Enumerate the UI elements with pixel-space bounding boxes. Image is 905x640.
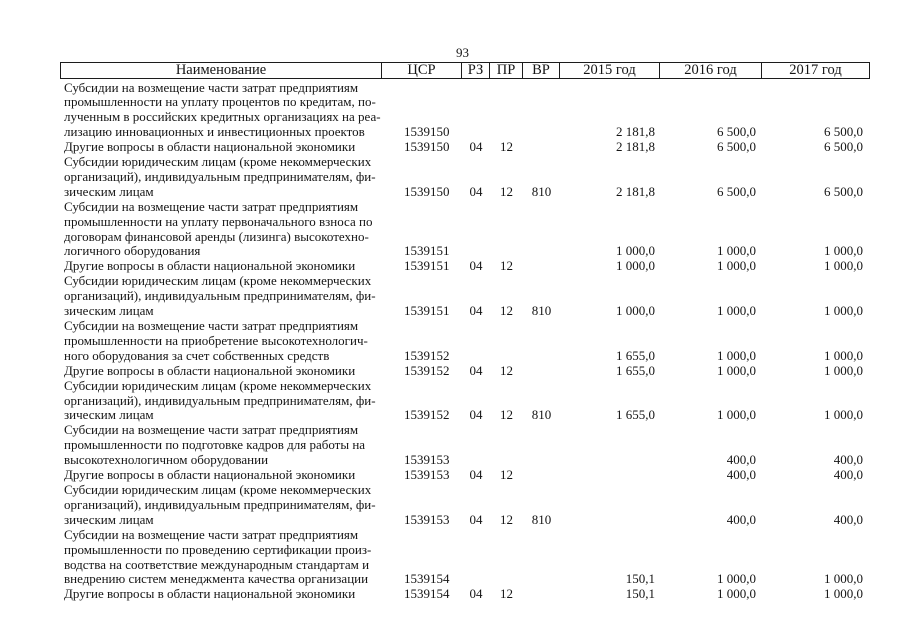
name-line: зическим лицам xyxy=(64,183,154,199)
cell-2015: 2 181,8 xyxy=(616,139,655,155)
table-row xyxy=(60,319,870,364)
name-line: Субсидии на возмещение части затрат предприятиям xyxy=(64,422,359,438)
column-header-2015: 2015 год xyxy=(560,63,660,78)
name-line: Субсидии на возмещение части затрат предприятиям xyxy=(64,526,359,542)
cell-2017: 400,0 xyxy=(833,452,863,468)
cell-name xyxy=(60,379,382,424)
name-line: Субсидии на возмещение части затрат предприятиям xyxy=(64,198,359,214)
cell-name xyxy=(60,274,382,319)
cell-rz: 04 xyxy=(469,586,483,602)
cell-2017: 1 000,0 xyxy=(824,362,863,378)
table-header xyxy=(60,62,870,79)
table-row xyxy=(60,587,870,602)
cell-2017: 400,0 xyxy=(833,511,863,527)
name-line: логичного оборудования xyxy=(64,243,201,259)
cell-2015: 150,1 xyxy=(625,586,655,602)
table-row xyxy=(60,140,870,155)
cell-2017: 6 500,0 xyxy=(824,124,863,140)
cell-csr: 1539151 xyxy=(404,243,450,259)
cell-2016: 1 000,0 xyxy=(717,362,756,378)
table-row xyxy=(60,379,870,424)
column-header-vr: ВР xyxy=(523,63,560,78)
cell-csr: 1539153 xyxy=(404,511,450,527)
name-line: Другие вопросы в области национальной экономики xyxy=(64,467,356,483)
name-line: лизацию инновационных и инвестиционных проектов xyxy=(64,124,365,140)
cell-pr: 12 xyxy=(500,183,513,199)
table-row xyxy=(60,423,870,468)
cell-name xyxy=(60,528,382,588)
cell-2017: 1 000,0 xyxy=(824,243,863,259)
column-header-2017: 2017 год xyxy=(789,62,842,78)
name-line: Другие вопросы в области национальной экономики xyxy=(64,362,356,378)
cell-rz: 04 xyxy=(469,139,483,155)
column-header-name: Наименование xyxy=(61,63,382,78)
cell-csr: 1539153 xyxy=(404,452,450,468)
cell-pr: 12 xyxy=(500,258,513,274)
name-line: договорам финансовой аренды (лизинга) высокотехно- xyxy=(64,228,369,244)
cell-pr: 12 xyxy=(500,407,513,423)
cell-2017: 1 000,0 xyxy=(824,586,863,602)
name-line: Субсидии юридическим лицам (кроме некоммерческих xyxy=(64,273,372,289)
name-line: внедрению систем менеджмента качества организации xyxy=(64,571,369,587)
cell-2015: 1 655,0 xyxy=(616,347,655,363)
cell-2016: 400,0 xyxy=(726,511,756,527)
name-line: Другие вопросы в области национальной экономики xyxy=(64,586,356,602)
cell-pr: 12 xyxy=(500,139,513,155)
cell-csr: 1539152 xyxy=(404,407,450,423)
cell-csr: 1539150 xyxy=(404,183,450,199)
table-row xyxy=(60,274,870,319)
cell-rz: 04 xyxy=(469,258,483,274)
cell-csr: 1539152 xyxy=(404,347,450,363)
cell-csr: 1539154 xyxy=(404,586,450,602)
cell-2016: 1 000,0 xyxy=(717,407,756,423)
name-line: зическим лицам xyxy=(64,303,154,319)
cell-vr: 810 xyxy=(531,511,552,527)
cell-rz: 04 xyxy=(469,511,483,527)
name-line: зическим лицам xyxy=(64,407,154,423)
cell-2017: 6 500,0 xyxy=(824,139,863,155)
cell-rz: 04 xyxy=(469,183,483,199)
cell-2015: 1 000,0 xyxy=(616,303,655,319)
table-row xyxy=(60,81,870,141)
table-row xyxy=(60,528,870,588)
cell-rz: 04 xyxy=(469,407,483,423)
cell-2015: 1 655,0 xyxy=(616,362,655,378)
cell-2017: 400,0 xyxy=(833,467,863,483)
cell-2015: 150,1 xyxy=(625,571,655,587)
name-line: Другие вопросы в области национальной экономики xyxy=(64,139,356,155)
name-line: промышленности на приобретение высокотехнологич- xyxy=(64,332,368,348)
cell-name xyxy=(60,587,382,602)
name-line: промышленности на уплату первоначального взноса по xyxy=(64,213,373,229)
name-line: Другие вопросы в области национальной экономики xyxy=(64,258,356,274)
cell-pr: 12 xyxy=(500,586,513,602)
cell-csr: 1539154 xyxy=(404,571,450,587)
column-header-csr: ЦСР xyxy=(382,63,462,78)
name-line: промышленности на уплату процентов по кредитам, по- xyxy=(64,94,376,110)
cell-2016: 400,0 xyxy=(726,467,756,483)
cell-name xyxy=(60,140,382,155)
name-line: Субсидии на возмещение части затрат предприятиям xyxy=(64,79,359,95)
cell-2016: 1 000,0 xyxy=(717,258,756,274)
cell-2017: 1 000,0 xyxy=(824,258,863,274)
cell-2016: 1 000,0 xyxy=(717,571,756,587)
cell-csr: 1539151 xyxy=(404,303,450,319)
cell-pr: 12 xyxy=(500,303,513,319)
cell-2015: 1 655,0 xyxy=(616,407,655,423)
cell-csr: 1539153 xyxy=(404,467,450,483)
cell-2017: 1 000,0 xyxy=(824,571,863,587)
cell-name xyxy=(60,81,382,141)
name-line: водства на соответствие международным стандартам и xyxy=(64,556,370,572)
cell-2016: 6 500,0 xyxy=(717,183,756,199)
cell-vr: 810 xyxy=(531,183,552,199)
table-row xyxy=(60,259,870,274)
cell-csr: 1539151 xyxy=(404,258,450,274)
name-line: Субсидии на возмещение части затрат предприятиям xyxy=(64,318,359,333)
cell-2017: 1 000,0 xyxy=(824,407,863,423)
name-line: зическим лицам xyxy=(64,511,154,527)
cell-csr: 1539150 xyxy=(404,139,450,155)
table-row xyxy=(60,468,870,483)
cell-2015: 2 181,8 xyxy=(616,124,655,140)
cell-rz: 04 xyxy=(469,467,483,483)
cell-2015: 1 000,0 xyxy=(616,258,655,274)
column-header-pr: ПР xyxy=(490,63,523,78)
name-line: промышленности по подготовке кадров для работы на xyxy=(64,437,366,453)
name-line: ного оборудования за счет собственных средств xyxy=(64,347,330,363)
cell-csr: 1539152 xyxy=(404,362,450,378)
cell-2016: 6 500,0 xyxy=(717,124,756,140)
column-header-rz: РЗ xyxy=(462,63,490,78)
table-row xyxy=(60,364,870,379)
name-line: организаций), индивидуальным предпринимателям, фи- xyxy=(64,288,376,304)
cell-pr: 12 xyxy=(500,511,513,527)
cell-name xyxy=(60,319,382,364)
table-row xyxy=(60,200,870,260)
cell-rz: 04 xyxy=(469,362,483,378)
cell-2016: 1 000,0 xyxy=(717,303,756,319)
name-line: Субсидии юридическим лицам (кроме некоммерческих xyxy=(64,481,372,497)
cell-2015: 1 000,0 xyxy=(616,243,655,259)
cell-2016: 1 000,0 xyxy=(717,586,756,602)
cell-2016: 400,0 xyxy=(726,452,756,468)
cell-vr: 810 xyxy=(531,407,552,423)
name-line: организаций), индивидуальным предпринимателям, фи- xyxy=(64,496,376,512)
name-line: высокотехнологичном оборудовании xyxy=(64,452,269,468)
cell-name xyxy=(60,468,382,483)
cell-rz: 04 xyxy=(469,303,483,319)
cell-name xyxy=(60,155,382,200)
column-header-2016: 2016 год xyxy=(660,63,762,78)
page-number: 93 xyxy=(456,45,469,60)
name-line: Субсидии юридическим лицам (кроме некоммерческих xyxy=(64,377,372,393)
cell-pr: 12 xyxy=(500,362,513,378)
cell-vr: 810 xyxy=(531,303,552,319)
cell-name xyxy=(60,200,382,260)
name-line: Субсидии юридическим лицам (кроме некоммерческих xyxy=(64,154,372,170)
cell-2016: 1 000,0 xyxy=(717,243,756,259)
cell-csr: 1539150 xyxy=(404,124,450,140)
cell-2017: 1 000,0 xyxy=(824,303,863,319)
cell-name xyxy=(60,423,382,468)
table-body xyxy=(60,81,870,603)
cell-name xyxy=(60,483,382,528)
cell-2017: 6 500,0 xyxy=(824,183,863,199)
name-line: лученным в российских кредитных организациях на реа- xyxy=(64,109,381,125)
cell-2017: 1 000,0 xyxy=(824,347,863,363)
cell-2016: 1 000,0 xyxy=(717,347,756,363)
budget-table xyxy=(60,62,870,602)
name-line: организаций), индивидуальным предпринимателям, фи- xyxy=(64,168,376,184)
table-row xyxy=(60,155,870,200)
cell-2016: 6 500,0 xyxy=(717,139,756,155)
table-row xyxy=(60,483,870,528)
cell-pr: 12 xyxy=(500,467,513,483)
cell-name xyxy=(60,364,382,379)
cell-name xyxy=(60,259,382,274)
name-line: организаций), индивидуальным предпринимателям, фи- xyxy=(64,392,376,408)
cell-2015: 2 181,8 xyxy=(616,183,655,199)
name-line: промышленности по проведению сертификации произ- xyxy=(64,541,372,557)
